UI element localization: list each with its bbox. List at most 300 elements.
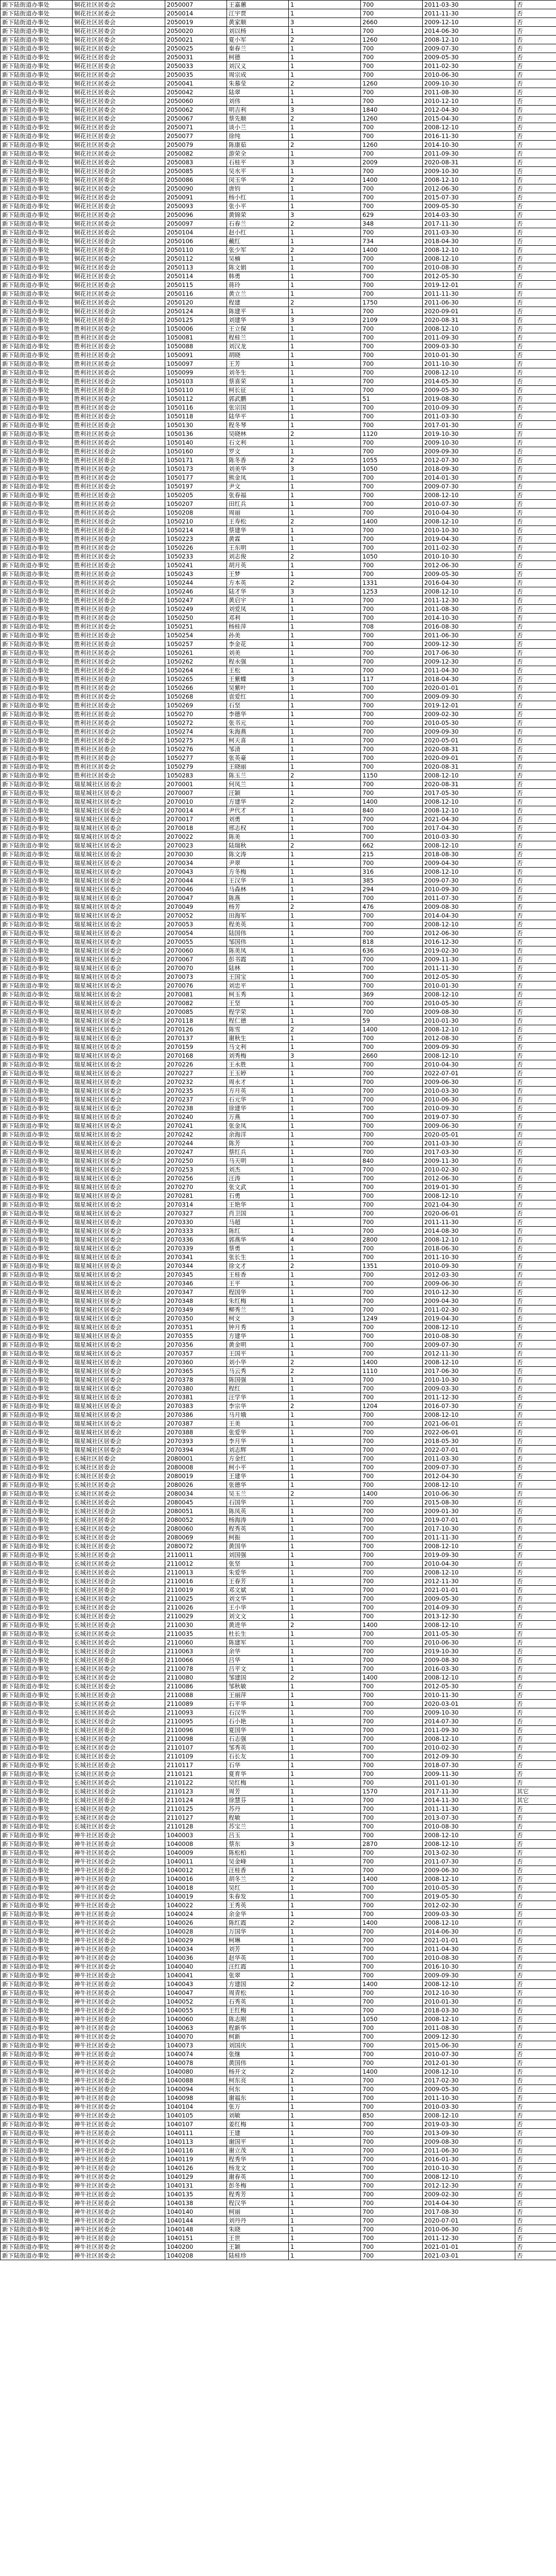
member-count-cell: 2	[289, 798, 361, 806]
amount-cell: 1260	[361, 114, 423, 123]
flag-cell: 否	[515, 360, 556, 368]
flag-cell: 否	[515, 727, 556, 736]
amount-cell: 215	[361, 850, 423, 859]
date-cell: 2020-08-31	[423, 762, 515, 771]
amount-cell: 700	[361, 2103, 423, 2111]
member-count-cell: 1	[289, 1323, 361, 1332]
date-cell: 2011-06-30	[423, 2146, 515, 2155]
amount-cell: 700	[361, 1200, 423, 1209]
household-id-cell: 1050081	[165, 333, 227, 342]
date-cell: 2011-11-30	[423, 290, 515, 298]
flag-cell: 否	[515, 1700, 556, 1708]
street-office-cell: 新下陆街道办事处	[1, 2234, 73, 2243]
street-office-cell: 新下陆街道办事处	[1, 18, 73, 27]
name-cell: 汪红霞	[227, 1962, 289, 1971]
flag-cell: 否	[515, 1516, 556, 1524]
member-count-cell: 1	[289, 666, 361, 675]
member-count-cell: 1	[289, 1060, 361, 1069]
community-cell: 铜花社区居委会	[73, 44, 165, 53]
street-office-cell: 新下陆街道办事处	[1, 2032, 73, 2041]
street-office-cell: 新下陆街道办事处	[1, 2146, 73, 2155]
member-count-cell: 1	[289, 1165, 361, 1174]
household-id-cell: 2070256	[165, 1174, 227, 1183]
community-cell: 神牛社区居委会	[73, 1980, 165, 1989]
flag-cell: 否	[515, 762, 556, 771]
date-cell: 2010-09-30	[423, 1262, 515, 1270]
household-id-cell: 1050277	[165, 754, 227, 762]
amount-cell: 700	[361, 973, 423, 981]
date-cell: 2016-08-30	[423, 622, 515, 631]
date-cell: 2017-06-30	[423, 1367, 515, 1376]
table-row	[1, 1507, 556, 1516]
name-cell: 张金凤	[227, 1122, 289, 1130]
member-count-cell: 1	[289, 1805, 361, 1814]
household-id-cell: 2110060	[165, 1638, 227, 1647]
household-id-cell: 2070052	[165, 911, 227, 920]
street-office-cell: 新下陆街道办事处	[1, 1270, 73, 1279]
table-row	[1, 552, 556, 561]
street-office-cell: 新下陆街道办事处	[1, 1454, 73, 1463]
household-id-cell: 2050110	[165, 246, 227, 255]
member-count-cell: 1	[289, 1411, 361, 1419]
date-cell: 2019-07-30	[423, 1113, 515, 1122]
member-count-cell: 1	[289, 1349, 361, 1358]
flag-cell: 否	[515, 946, 556, 955]
flag-cell: 否	[515, 1227, 556, 1235]
member-count-cell: 1	[289, 964, 361, 973]
flag-cell: 否	[515, 1069, 556, 1078]
date-cell: 2014-07-30	[423, 1717, 515, 1726]
community-cell: 瑞星城社区居委会	[73, 1113, 165, 1122]
household-id-cell: 2070238	[165, 1104, 227, 1113]
street-office-cell: 新下陆街道办事处	[1, 1043, 73, 1052]
household-id-cell: 1050112	[165, 395, 227, 403]
street-office-cell: 新下陆街道办事处	[1, 1901, 73, 1910]
community-cell: 神牛社区居委会	[73, 2032, 165, 2041]
community-cell: 瑞星城社区居委会	[73, 1200, 165, 1209]
member-count-cell: 1	[289, 920, 361, 929]
amount-cell: 1400	[361, 176, 423, 184]
table-row	[1, 1157, 556, 1165]
household-id-cell: 2070055	[165, 938, 227, 946]
community-cell: 胜利社区居委会	[73, 675, 165, 684]
street-office-cell: 新下陆街道办事处	[1, 176, 73, 184]
table-row	[1, 1332, 556, 1341]
community-cell: 铜花社区居委会	[73, 202, 165, 211]
street-office-cell: 新下陆街道办事处	[1, 1551, 73, 1560]
amount-cell: 700	[361, 1901, 423, 1910]
household-id-cell: 1050266	[165, 684, 227, 692]
flag-cell: 否	[515, 2041, 556, 2050]
community-cell: 瑞星城社区居委会	[73, 1428, 165, 1437]
name-cell: 陆才华	[227, 587, 289, 596]
name-cell: 王春芳	[227, 1577, 289, 1586]
street-office-cell: 新下陆街道办事处	[1, 614, 73, 622]
flag-cell: 否	[515, 587, 556, 596]
date-cell: 2009-03-30	[423, 1910, 515, 1919]
name-cell: 刘汉龙	[227, 342, 289, 351]
date-cell: 2012-09-30	[423, 1752, 515, 1761]
flag-cell: 否	[515, 149, 556, 158]
date-cell: 2011-03-30	[423, 1454, 515, 1463]
member-count-cell: 1	[289, 2225, 361, 2234]
amount-cell: 700	[361, 386, 423, 395]
member-count-cell: 2	[289, 79, 361, 88]
flag-cell: 否	[515, 430, 556, 438]
community-cell: 瑞星城社区居委会	[73, 1393, 165, 1402]
member-count-cell: 1	[289, 631, 361, 640]
amount-cell: 1400	[361, 1358, 423, 1367]
household-id-cell: 2070007	[165, 789, 227, 798]
street-office-cell: 新下陆街道办事处	[1, 2164, 73, 2173]
household-id-cell: 1050006	[165, 325, 227, 333]
amount-cell: 700	[361, 2041, 423, 2050]
member-count-cell: 1	[289, 2094, 361, 2103]
household-id-cell: 2070346	[165, 1279, 227, 1288]
amount-cell: 700	[361, 1297, 423, 1306]
date-cell: 2008-12-10	[423, 2173, 515, 2181]
member-count-cell: 1	[289, 1577, 361, 1586]
table-row	[1, 114, 556, 123]
date-cell: 2010-09-30	[423, 403, 515, 412]
household-id-cell: 1050140	[165, 438, 227, 447]
amount-cell: 700	[361, 1463, 423, 1472]
table-row	[1, 1437, 556, 1446]
community-cell: 铜花社区居委会	[73, 228, 165, 237]
member-count-cell: 3	[289, 158, 361, 167]
flag-cell: 否	[515, 1104, 556, 1113]
flag-cell: 否	[515, 403, 556, 412]
community-cell: 长城社区居委会	[73, 1586, 165, 1595]
table-row	[1, 1962, 556, 1971]
date-cell: 2011-11-30	[423, 1805, 515, 1814]
member-count-cell: 1	[289, 1078, 361, 1087]
street-office-cell: 新下陆街道办事处	[1, 622, 73, 631]
date-cell: 2008-12-10	[423, 2015, 515, 2024]
name-cell: 邹国伟	[227, 938, 289, 946]
community-cell: 瑞星城社区居委会	[73, 1358, 165, 1367]
street-office-cell: 新下陆街道办事处	[1, 184, 73, 193]
date-cell: 2014-03-30	[423, 211, 515, 219]
amount-cell: 700	[361, 701, 423, 710]
name-cell: 吴金峰	[227, 1857, 289, 1866]
community-cell: 瑞星城社区居委会	[73, 929, 165, 938]
date-cell: 2009-07-30	[423, 876, 515, 885]
community-cell: 瑞星城社区居委会	[73, 938, 165, 946]
table-row	[1, 1402, 556, 1411]
community-cell: 神牛社区居委会	[73, 2059, 165, 2067]
household-id-cell: 2070344	[165, 1262, 227, 1270]
flag-cell: 否	[515, 1358, 556, 1367]
community-cell: 神牛社区居委会	[73, 1989, 165, 1997]
name-cell: 夏小军	[227, 36, 289, 44]
name-cell: 王永胜	[227, 1060, 289, 1069]
date-cell: 2020-08-31	[423, 780, 515, 789]
community-cell: 胜利社区居委会	[73, 377, 165, 386]
name-cell: 张小平	[227, 202, 289, 211]
table-row	[1, 333, 556, 342]
name-cell: 陆林	[227, 964, 289, 973]
flag-cell: 否	[515, 517, 556, 526]
community-cell: 铜花社区居委会	[73, 272, 165, 281]
street-office-cell: 新下陆街道办事处	[1, 2225, 73, 2234]
flag-cell: 否	[515, 1980, 556, 1989]
household-id-cell: 2070330	[165, 1218, 227, 1227]
date-cell: 2012-05-30	[423, 272, 515, 281]
household-id-cell: 2070351	[165, 1323, 227, 1332]
flag-cell: 否	[515, 1016, 556, 1025]
date-cell: 2010-08-30	[423, 1332, 515, 1341]
name-cell: 蒋玲	[227, 281, 289, 290]
name-cell: 王桂香	[227, 1270, 289, 1279]
name-cell: 石国华	[227, 1498, 289, 1507]
household-id-cell: 2070018	[165, 824, 227, 833]
table-row	[1, 1630, 556, 1638]
member-count-cell: 1	[289, 351, 361, 360]
flag-cell: 否	[515, 561, 556, 570]
amount-cell: 700	[361, 1805, 423, 1814]
household-id-cell: 1040019	[165, 1892, 227, 1901]
street-office-cell: 新下陆街道办事处	[1, 920, 73, 929]
community-cell: 瑞星城社区居委会	[73, 1104, 165, 1113]
member-count-cell: 1	[289, 1595, 361, 1603]
table-row	[1, 1875, 556, 1884]
household-id-cell: 2070378	[165, 1376, 227, 1384]
member-count-cell: 1	[289, 1691, 361, 1700]
date-cell: 2009-12-30	[423, 2032, 515, 2041]
member-count-cell: 1	[289, 438, 361, 447]
community-cell: 铜花社区居委会	[73, 158, 165, 167]
table-row	[1, 1927, 556, 1936]
street-office-cell: 新下陆街道办事处	[1, 666, 73, 675]
amount-cell: 700	[361, 1122, 423, 1130]
amount-cell: 700	[361, 491, 423, 500]
name-cell: 陈松柏	[227, 1849, 289, 1857]
street-office-cell: 新下陆街道办事处	[1, 1831, 73, 1840]
table-row	[1, 911, 556, 920]
flag-cell: 否	[515, 1367, 556, 1376]
table-row	[1, 2146, 556, 2155]
member-count-cell: 1	[289, 1586, 361, 1595]
amount-cell: 1050	[361, 2015, 423, 2024]
amount-cell: 1120	[361, 430, 423, 438]
table-row	[1, 1796, 556, 1805]
member-count-cell: 1	[289, 1244, 361, 1253]
street-office-cell: 新下陆街道办事处	[1, 605, 73, 614]
household-id-cell: 2070394	[165, 1446, 227, 1454]
street-office-cell: 新下陆街道办事处	[1, 1122, 73, 1130]
flag-cell: 否	[515, 1200, 556, 1209]
date-cell: 2009-07-30	[423, 44, 515, 53]
amount-cell: 700	[361, 1516, 423, 1524]
amount-cell: 1570	[361, 1787, 423, 1796]
household-id-cell: 2070235	[165, 1087, 227, 1095]
household-id-cell: 2050115	[165, 281, 227, 290]
household-id-cell: 2070137	[165, 1034, 227, 1043]
amount-cell: 700	[361, 544, 423, 552]
flag-cell: 否	[515, 1244, 556, 1253]
household-id-cell: 2070010	[165, 798, 227, 806]
street-office-cell: 新下陆街道办事处	[1, 2041, 73, 2050]
name-cell: 徐建华	[227, 1104, 289, 1113]
date-cell: 2009-09-30	[423, 1971, 515, 1980]
household-id-cell: 1040011	[165, 1857, 227, 1866]
name-cell: 王小华	[227, 1603, 289, 1612]
household-id-cell: 2070333	[165, 1227, 227, 1235]
street-office-cell: 新下陆街道办事处	[1, 342, 73, 351]
member-count-cell: 1	[289, 596, 361, 605]
community-cell: 长城社区居委会	[73, 1612, 165, 1621]
date-cell: 2019-05-30	[423, 1892, 515, 1901]
date-cell: 2010-09-30	[423, 885, 515, 894]
member-count-cell: 1	[289, 447, 361, 456]
amount-cell: 700	[361, 1630, 423, 1638]
member-count-cell: 1	[289, 1472, 361, 1481]
date-cell: 2008-12-10	[423, 1411, 515, 1419]
flag-cell: 否	[515, 1638, 556, 1647]
flag-cell: 否	[515, 1910, 556, 1919]
household-id-cell: 1040022	[165, 1901, 227, 1910]
table-row	[1, 193, 556, 202]
household-id-cell: 1040003	[165, 1831, 227, 1840]
table-row	[1, 1647, 556, 1656]
table-row	[1, 36, 556, 44]
flag-cell: 否	[515, 44, 556, 53]
amount-cell: 700	[361, 123, 423, 132]
community-cell: 长城社区居委会	[73, 1560, 165, 1568]
street-office-cell: 新下陆街道办事处	[1, 552, 73, 561]
member-count-cell: 1	[289, 2190, 361, 2199]
community-cell: 胜利社区居委会	[73, 614, 165, 622]
amount-cell: 700	[361, 9, 423, 18]
member-count-cell: 2	[289, 1673, 361, 1682]
flag-cell: 否	[515, 1454, 556, 1463]
amount-cell: 1400	[361, 517, 423, 526]
street-office-cell: 新下陆街道办事处	[1, 1945, 73, 1954]
amount-cell: 700	[361, 1244, 423, 1253]
household-id-cell: 2070053	[165, 920, 227, 929]
street-office-cell: 新下陆街道办事处	[1, 2050, 73, 2059]
table-row	[1, 325, 556, 333]
amount-cell: 1050	[361, 552, 423, 561]
name-cell: 陈美	[227, 833, 289, 841]
name-cell: 朱爱华	[227, 1568, 289, 1577]
table-row	[1, 999, 556, 1008]
street-office-cell: 新下陆街道办事处	[1, 649, 73, 657]
flag-cell: 否	[515, 1954, 556, 1962]
street-office-cell: 新下陆街道办事处	[1, 1962, 73, 1971]
street-office-cell: 新下陆街道办事处	[1, 701, 73, 710]
street-office-cell: 新下陆街道办事处	[1, 114, 73, 123]
name-cell: 王晓丽	[227, 762, 289, 771]
name-cell: 柯振	[227, 1533, 289, 1542]
name-cell: 张万	[227, 2103, 289, 2111]
table-row	[1, 1787, 556, 1796]
amount-cell: 840	[361, 806, 423, 815]
table-row	[1, 1463, 556, 1472]
member-count-cell: 1	[289, 1209, 361, 1218]
amount-cell: 1110	[361, 1367, 423, 1376]
household-id-cell: 1050214	[165, 526, 227, 535]
household-id-cell: 2070240	[165, 1113, 227, 1122]
date-cell: 2022-07-01	[423, 1069, 515, 1078]
household-id-cell: 1050251	[165, 622, 227, 631]
table-row	[1, 1095, 556, 1104]
street-office-cell: 新下陆街道办事处	[1, 1892, 73, 1901]
flag-cell: 否	[515, 1288, 556, 1297]
flag-cell: 否	[515, 894, 556, 903]
member-count-cell: 1	[289, 824, 361, 833]
date-cell: 2010-07-30	[423, 500, 515, 509]
amount-cell: 700	[361, 2094, 423, 2103]
amount-cell: 700	[361, 789, 423, 798]
table-row	[1, 684, 556, 692]
table-row	[1, 1235, 556, 1244]
community-cell: 瑞星城社区居委会	[73, 1306, 165, 1314]
amount-cell: 1400	[361, 1621, 423, 1630]
member-count-cell: 1	[289, 2032, 361, 2041]
flag-cell: 否	[515, 1875, 556, 1884]
household-id-cell: 1050262	[165, 657, 227, 666]
amount-cell: 700	[361, 1971, 423, 1980]
name-cell: 刘汉义	[227, 62, 289, 71]
street-office-cell: 新下陆街道办事处	[1, 535, 73, 544]
amount-cell: 700	[361, 1735, 423, 1743]
member-count-cell: 1	[289, 237, 361, 246]
community-cell: 长城社区居委会	[73, 1498, 165, 1507]
street-office-cell: 新下陆街道办事处	[1, 517, 73, 526]
flag-cell: 否	[515, 1682, 556, 1691]
flag-cell: 否	[515, 2190, 556, 2199]
household-id-cell: 2070082	[165, 999, 227, 1008]
amount-cell: 636	[361, 946, 423, 955]
flag-cell: 否	[515, 964, 556, 973]
amount-cell: 348	[361, 219, 423, 228]
name-cell: 汪涛	[227, 1174, 289, 1183]
community-cell: 神牛社区居委会	[73, 2024, 165, 2032]
date-cell: 2021-04-30	[423, 815, 515, 824]
date-cell: 2019-03-30	[423, 2120, 515, 2129]
date-cell: 2012-11-30	[423, 1349, 515, 1358]
street-office-cell: 新下陆街道办事处	[1, 2059, 73, 2067]
street-office-cell: 新下陆街道办事处	[1, 141, 73, 149]
amount-cell: 700	[361, 1989, 423, 1997]
street-office-cell: 新下陆街道办事处	[1, 1822, 73, 1831]
name-cell: 陈雪	[227, 1025, 289, 1034]
household-id-cell: 1040041	[165, 1971, 227, 1980]
flag-cell: 否	[515, 552, 556, 561]
date-cell: 2008-12-10	[423, 920, 515, 929]
amount-cell: 700	[361, 2146, 423, 2155]
flag-cell: 否	[515, 684, 556, 692]
street-office-cell: 新下陆街道办事处	[1, 255, 73, 263]
flag-cell: 否	[515, 184, 556, 193]
community-cell: 瑞星城社区居委会	[73, 1157, 165, 1165]
community-cell: 胜利社区居委会	[73, 736, 165, 745]
name-cell: 杨桂萍	[227, 622, 289, 631]
household-id-cell: 1040126	[165, 2164, 227, 2173]
member-count-cell: 1	[289, 754, 361, 762]
household-id-cell: 2110096	[165, 1726, 227, 1735]
amount-cell: 700	[361, 167, 423, 176]
community-cell: 胜利社区居委会	[73, 430, 165, 438]
household-id-cell: 2050035	[165, 71, 227, 79]
community-cell: 胜利社区居委会	[73, 640, 165, 649]
date-cell: 2019-08-30	[423, 395, 515, 403]
amount-cell: 700	[361, 929, 423, 938]
household-id-cell: 2110117	[165, 1761, 227, 1770]
household-id-cell: 1040140	[165, 2208, 227, 2216]
